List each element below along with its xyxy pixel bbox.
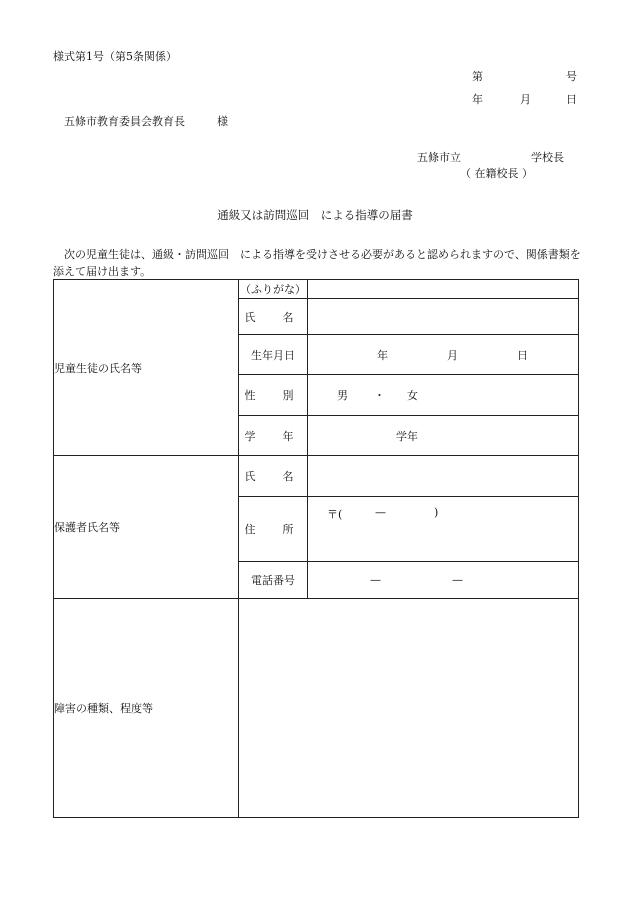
postal-code-dash: — bbox=[375, 506, 386, 519]
disability-field[interactable] bbox=[239, 599, 579, 818]
phone-dash-2: — bbox=[452, 573, 463, 587]
birth-date-field[interactable] bbox=[308, 335, 579, 375]
date-month: 月 bbox=[520, 93, 531, 106]
student-name-field[interactable] bbox=[308, 299, 579, 335]
address-label: 住 所 bbox=[239, 497, 308, 562]
birth-day-unit: 日 bbox=[517, 348, 528, 362]
student-name-label: 氏 名 bbox=[239, 299, 308, 335]
birth-year-unit: 年 bbox=[377, 348, 388, 362]
gender-male[interactable]: 男 bbox=[337, 389, 348, 402]
addressee-name: 五條市教育委員会教育長 bbox=[64, 115, 185, 128]
guardian-name-field[interactable] bbox=[308, 456, 579, 497]
phone-dash-1: — bbox=[370, 573, 381, 587]
addressee-honorific: 様 bbox=[217, 115, 228, 128]
furigana-field[interactable] bbox=[308, 280, 579, 299]
number-suffix: 号 bbox=[566, 70, 577, 83]
date-day: 日 bbox=[566, 93, 577, 106]
grade-label: 学 年 bbox=[239, 416, 308, 456]
sender-sub-label: （ 在籍校長 ） bbox=[460, 167, 533, 180]
student-section-label: 児童生徒の氏名等 bbox=[54, 280, 239, 456]
grade-unit: 学年 bbox=[396, 429, 418, 443]
gender-female[interactable]: 女 bbox=[407, 389, 418, 402]
gender-label: 性 別 bbox=[239, 375, 308, 416]
guardian-name-label: 氏 名 bbox=[239, 456, 308, 497]
gender-field[interactable] bbox=[308, 375, 579, 416]
phone-label: 電話番号 bbox=[239, 562, 308, 599]
addressee bbox=[64, 115, 228, 128]
date-year: 年 bbox=[472, 93, 483, 106]
document-body-text: 次の児童生徒は、通級・訪問巡回 による指導を受けさせる必要があると認められますので、関係書類を添えて届け出ます。 bbox=[53, 248, 581, 278]
sender-city: 五條市立 bbox=[417, 151, 461, 164]
gender-separator: ・ bbox=[374, 389, 385, 402]
furigana-label: （ふりがな） bbox=[239, 280, 308, 299]
birth-month-unit: 月 bbox=[447, 348, 458, 362]
disability-section-label: 障害の種類、程度等 bbox=[54, 599, 239, 818]
phone-field[interactable] bbox=[308, 562, 579, 599]
notification-form-table bbox=[53, 279, 579, 818]
document-title: 通級又は訪問巡回 による指導の届書 bbox=[217, 208, 413, 222]
number-prefix: 第 bbox=[472, 70, 483, 83]
postal-code-close: ) bbox=[434, 506, 439, 519]
sender-role: 学校長 bbox=[531, 151, 564, 164]
guardian-section-label: 保護者氏名等 bbox=[54, 456, 239, 599]
address-field[interactable] bbox=[308, 497, 579, 562]
document-body bbox=[53, 246, 583, 280]
form-number-label: 様式第1号（第5条関係） bbox=[53, 50, 177, 63]
birth-date-label: 生年月日 bbox=[239, 335, 308, 375]
sender bbox=[417, 151, 564, 164]
grade-field[interactable] bbox=[308, 416, 579, 456]
postal-code-mark: 〒( bbox=[327, 508, 343, 521]
